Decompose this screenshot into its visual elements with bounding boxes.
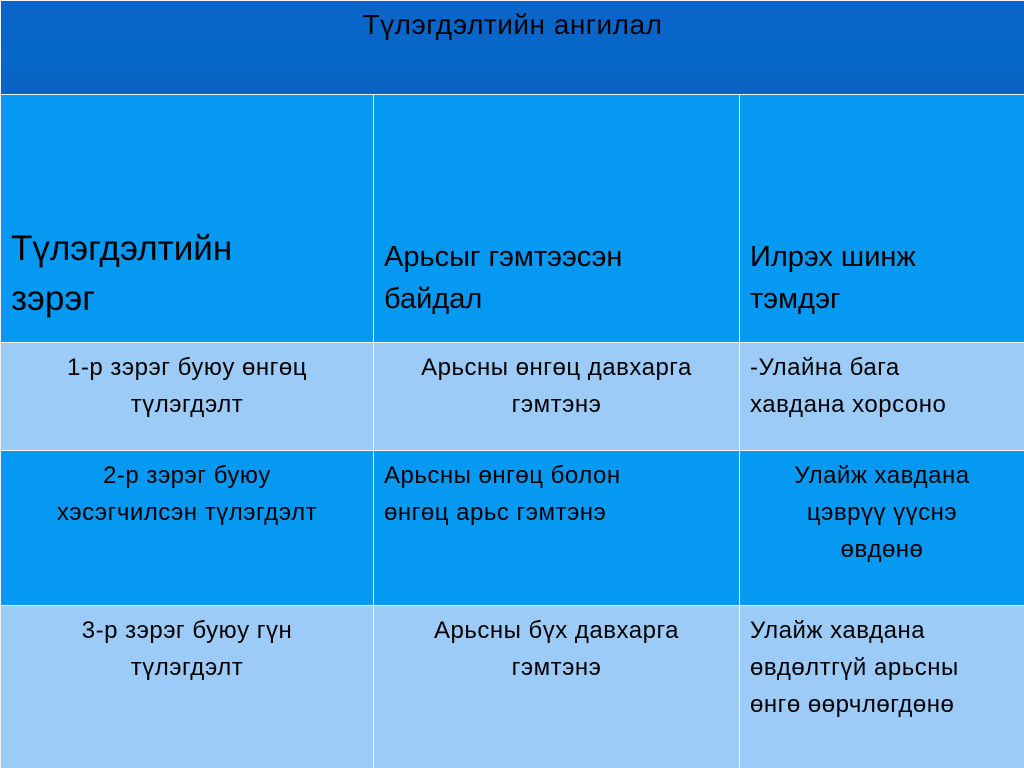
degree-cell: 3-р зэрэг буюу гүн түлэгдэлт [1, 606, 374, 768]
damage-cell: Арьсны өнгөц давхарга гэмтэнэ [374, 343, 740, 451]
damage-cell: Арьсны өнгөц болон өнгөц арьс гэмтэнэ [374, 451, 740, 606]
table-row [1, 451, 1024, 606]
title-row [1, 1, 1024, 95]
symptoms-cell: Улайж хавдана цэврүү үүснэ өвдөнө [740, 451, 1024, 606]
degree-cell: 2-р зэрэг буюу хэсэгчилсэн түлэгдэлт [1, 451, 374, 606]
symptoms-cell: -Улайна бага хавдана хорсоно [740, 343, 1024, 451]
damage-cell: Арьсны бүх давхарга гэмтэнэ [374, 606, 740, 768]
degree-cell: 1-р зэрэг буюу өнгөц түлэгдэлт [1, 343, 374, 451]
table-title: Түлэгдэлтийн ангилал [1, 1, 1024, 95]
header-skin-damage: Арьсыг гэмтээсэн байдал [374, 95, 740, 343]
header-degree: Түлэгдэлтийн зэрэг [1, 95, 374, 343]
table-row [1, 606, 1024, 768]
symptoms-cell: Улайж хавдана өвдөлтгүй арьсны өнгө өөрчлөгдөнө [740, 606, 1024, 768]
header-row [1, 95, 1024, 343]
header-symptoms: Илрэх шинж тэмдэг [740, 95, 1024, 343]
table-row [1, 343, 1024, 451]
